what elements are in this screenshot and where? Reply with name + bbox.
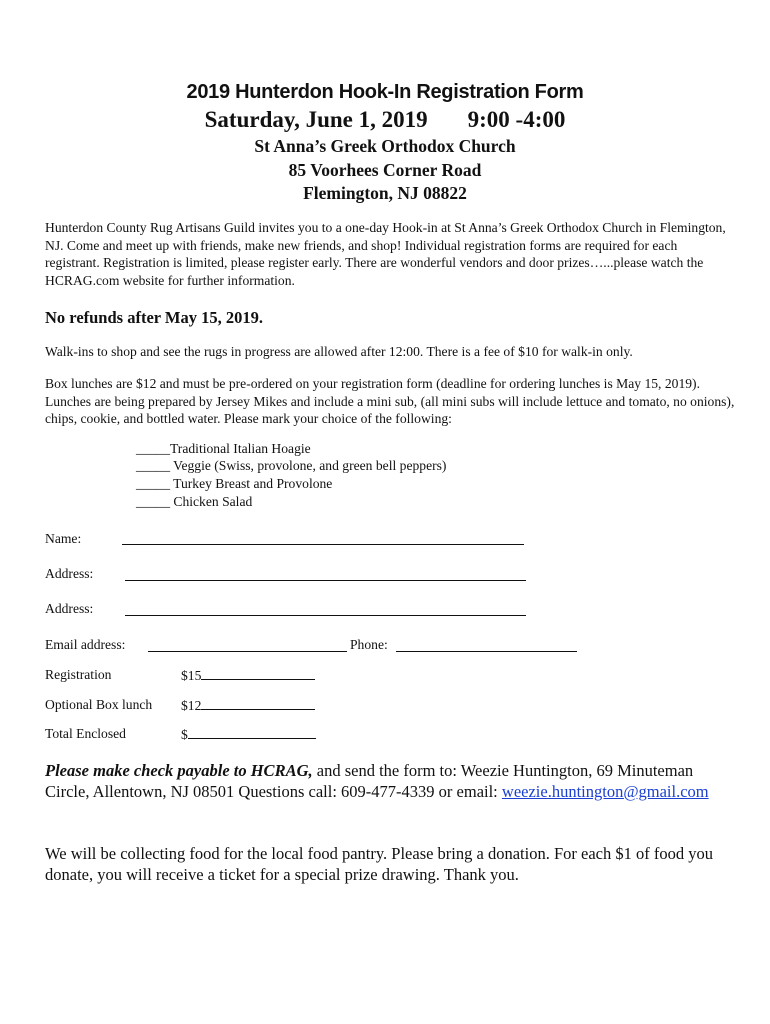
registration-fee-amount: $15 bbox=[181, 668, 202, 683]
food-donation-paragraph: We will be collecting food for the local food pantry. Please bring a donation. For each $1 of food you donate, you will receive a ticket for a special prize drawing. Thank you. bbox=[45, 844, 713, 884]
form-title: 2019 Hunterdon Hook-In Registration Form bbox=[186, 81, 584, 103]
address-label-2: Address: bbox=[45, 601, 94, 616]
address-field-1[interactable] bbox=[125, 580, 526, 581]
box-lunch-fee-amount: $12 bbox=[181, 698, 202, 713]
contact-email-link[interactable]: weezie.huntington@gmail.com bbox=[501, 782, 709, 801]
name-field[interactable] bbox=[122, 544, 524, 545]
email-field[interactable] bbox=[148, 651, 347, 652]
address-label-1: Address: bbox=[45, 566, 94, 581]
no-refunds-notice: No refunds after May 15, 2019. bbox=[45, 308, 263, 327]
registration-label: Registration bbox=[45, 667, 112, 682]
total-label: Total Enclosed bbox=[45, 726, 126, 741]
total-field[interactable] bbox=[181, 726, 316, 743]
payable-to: Please make check payable to HCRAG, bbox=[45, 761, 313, 780]
name-label: Name: bbox=[45, 531, 82, 546]
address-field-2[interactable] bbox=[125, 615, 526, 616]
box-lunch-label: Optional Box lunch bbox=[45, 697, 153, 712]
box-lunch-fee[interactable] bbox=[181, 697, 315, 714]
lunch-choice-veggie[interactable]: _____ Veggie (Swiss, provolone, and green bell peppers) bbox=[136, 458, 447, 473]
lunch-choice-chicken-salad[interactable]: _____ Chicken Salad bbox=[136, 494, 253, 509]
event-date: Saturday, June 1, 2019 bbox=[204, 107, 428, 132]
phone-field[interactable] bbox=[396, 651, 577, 652]
venue-street: 85 Voorhees Corner Road bbox=[288, 160, 482, 180]
lunch-choice-turkey[interactable]: _____ Turkey Breast and Provolone bbox=[136, 476, 333, 491]
payment-instructions bbox=[45, 760, 735, 802]
email-label: Email address: bbox=[45, 637, 126, 652]
event-date-time bbox=[0, 107, 770, 133]
intro-paragraph: Hunterdon County Rug Artisans Guild invites you to a one-day Hook-in at St Anna’s Greek Orthodox Church in Flemington, NJ. Come and meet up with friends, make new friends, and shop! Individual registration forms are required for each registrant. Registration is limited, please register early. There are wonderful vendors and door prizes…...please watch the HCRAG.com website for further information. bbox=[45, 220, 726, 288]
venue-name: St Anna’s Greek Orthodox Church bbox=[254, 136, 516, 156]
phone-label: Phone: bbox=[350, 637, 388, 652]
event-time: 9:00 -4:00 bbox=[467, 107, 566, 132]
registration-fee[interactable] bbox=[181, 667, 315, 684]
lunch-paragraph: Box lunches are $12 and must be pre-ordered on your registration form (deadline for ordering lunches is May 15, 2019). Lunches are being prepared by Jersey Mikes and include a mini sub, (all mini subs will include lettuce and tomato, no onions), chips, cookie, and bottled water. Please mark your choice of the following: bbox=[45, 376, 735, 426]
venue-city: Flemington, NJ 08822 bbox=[303, 183, 467, 203]
walkins-paragraph: Walk-ins to shop and see the rugs in progress are allowed after 12:00. There is a fee of $10 for walk-in only. bbox=[45, 344, 633, 359]
mailing-address: and send the form to: Weezie Huntington, 69 Minuteman Circle, Allentown, NJ 08501 Questions call: 609-477-4339 or email: bbox=[45, 761, 694, 801]
lunch-choice-italian-hoagie[interactable]: _____Traditional Italian Hoagie bbox=[136, 441, 311, 456]
total-prefix: $ bbox=[181, 727, 188, 742]
